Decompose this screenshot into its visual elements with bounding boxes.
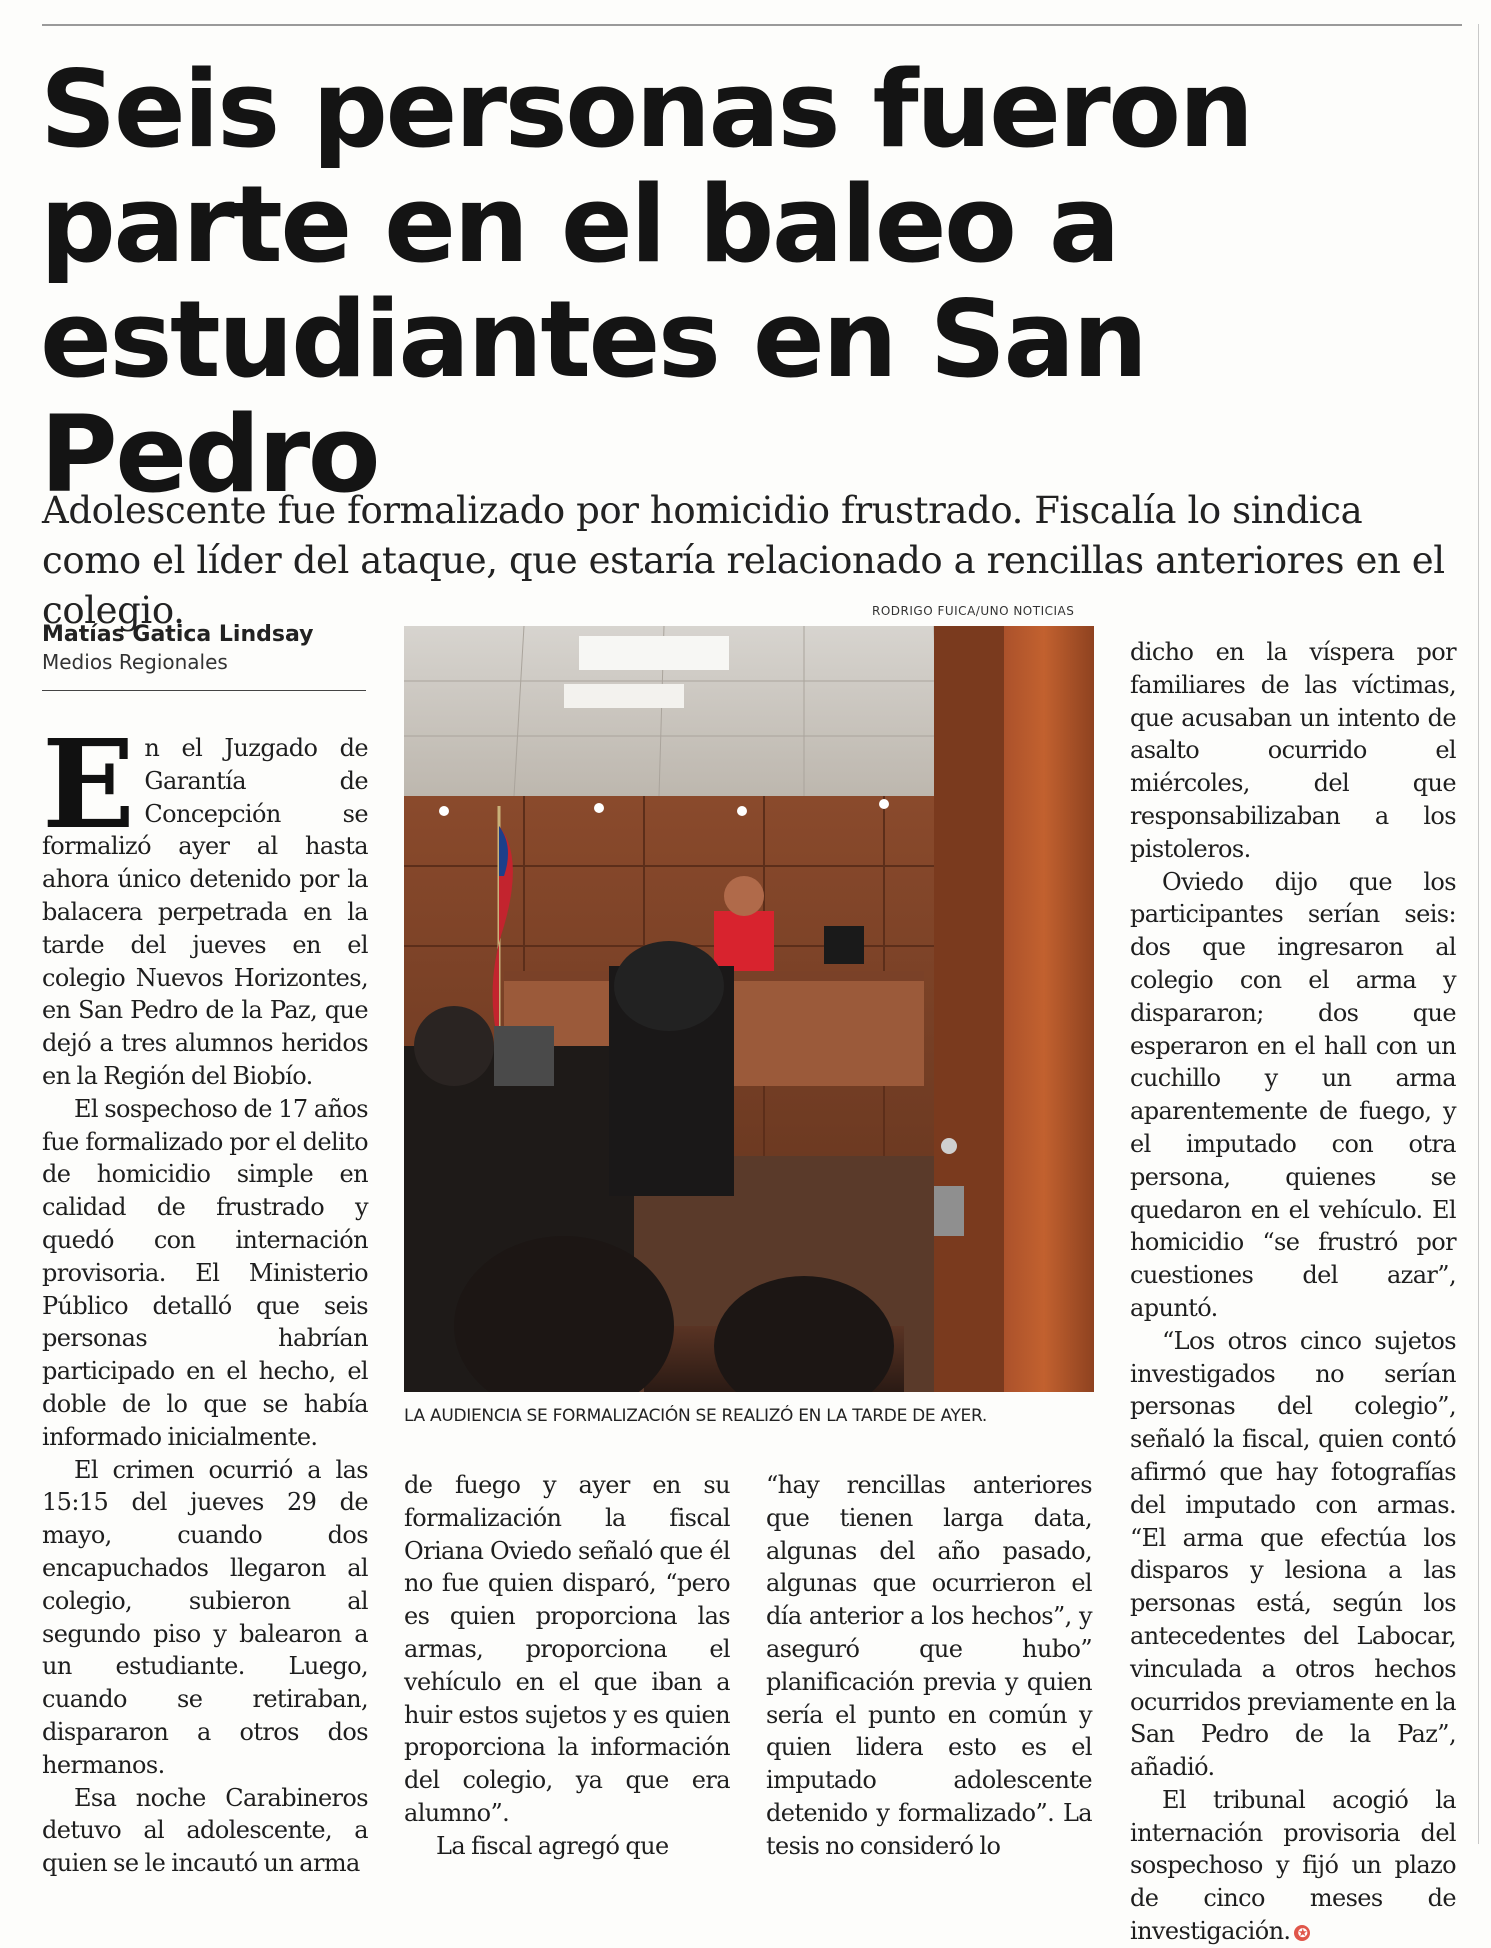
column-3 xyxy=(766,1469,1092,1863)
photo-credit: RODRIGO FUICA/UNO NOTICIAS xyxy=(872,604,1075,618)
column-1 xyxy=(42,712,368,1880)
paragraph: Oviedo dijo que los participantes serían seis: dos que ingresaron al colegio con el arma y dispararon; dos que esperaron en el hall con un cuchillo y un arma aparentemente de fuego, y el imputado con otra persona, quienes se quedaron en el vehículo. El homicidio “se frustró por cuestiones del azar”, apuntó. xyxy=(1130,867,1456,1322)
deck-subtitle: Adolescente fue formalizado por homicidio frustrado. Fiscalía lo sindica como el líder del ataque, que estaría relacionado a rencillas anteriores en el colegio. xyxy=(42,489,1445,632)
outlet-name: Medios Regionales xyxy=(42,650,228,674)
paragraph: La fiscal agregó que xyxy=(436,1831,669,1860)
column-2 xyxy=(404,1469,730,1863)
paragraph: El tribunal acogió la internación provisoria del sospechoso y fijó un plazo de cinco meses de investigación. ✪ xyxy=(1130,1785,1456,1946)
paragraph: dicho en la víspera por familiares de las víctimas, que acusaban un intento de asalto ocurrido el miércoles, del que responsabilizaban a los pistoleros. xyxy=(1130,638,1456,863)
courtroom-photo xyxy=(404,626,1094,1392)
paragraph: “Los otros cinco sujetos investigados no serían personas del colegio”, señaló la fiscal, quien contó afirmó que hay fotografías del imputado con armas. “El arma que efectúa los disparos y lesiona a las personas está, según los antecedentes del Labocar, vinculada a otros hechos ocurridos previamente en la San Pedro de la Paz”, añadió. xyxy=(1130,1326,1456,1782)
paragraph: Esa noche Carabineros detuvo al adolescente, a quien se le incautó un arma xyxy=(42,1783,368,1878)
paragraph: de fuego y ayer en su formalización la fiscal Oriana Oviedo señaló que él no fue quien disparó, “pero es quien proporciona las armas, proporciona el vehículo en el que iban a huir estos sujetos y es quien proporciona la información del colegio, ya que era alumno”. xyxy=(404,1471,730,1827)
drop-cap: E xyxy=(42,712,135,856)
top-rule xyxy=(42,24,1462,26)
photo-caption: LA AUDIENCIA SE FORMALIZACIÓN SE REALIZÓ EN LA TARDE DE AYER. xyxy=(404,1406,988,1426)
byline-rule xyxy=(42,690,366,691)
paragraph: “hay rencillas anteriores que tienen larga data, algunas del año pasado, algunas que ocurrieron el día anterior a los hechos”, y aseguró que hubo” planificación previa y quien sería el punto en común y quien lidera esto es el imputado adolescente detenido y formalizado”. La tesis no consideró lo xyxy=(766,1471,1092,1860)
paragraph: En el Juzgado de Garantía de Concepción se formalizó ayer al hasta ahora único detenido por la balacera perpetrada en la tarde del jueves en el colegio Nuevos Horizontes, en San Pedro de la Paz, que dejó a tres alumnos heridos en la Región del Biobío. xyxy=(42,712,368,1090)
author-name: Matías Gatica Lindsay xyxy=(42,622,314,647)
right-column-rule xyxy=(1478,24,1479,1844)
column-4 xyxy=(1130,636,1456,1948)
paragraph: El crimen ocurrió a las 15:15 del jueves 29 de mayo, cuando dos encapuchados llegaron al colegio, subieron al segundo piso y balearon a un estudiante. Luego, cuando se retiraban, dispararon a otros dos hermanos. xyxy=(42,1455,368,1779)
headline: Seis personas fueron parte en el baleo a estudiantes en San Pedro xyxy=(40,48,1252,516)
paragraph: El sospechoso de 17 años fue formalizado por el delito de homicidio simple en calidad de frustrado y quedó con internación provisoria. El Ministerio Público detalló que seis personas habrían participado en el hecho, el doble de lo que se había informado inicialmente. xyxy=(42,1094,368,1451)
end-of-article-icon: ✪ xyxy=(1294,1925,1310,1941)
